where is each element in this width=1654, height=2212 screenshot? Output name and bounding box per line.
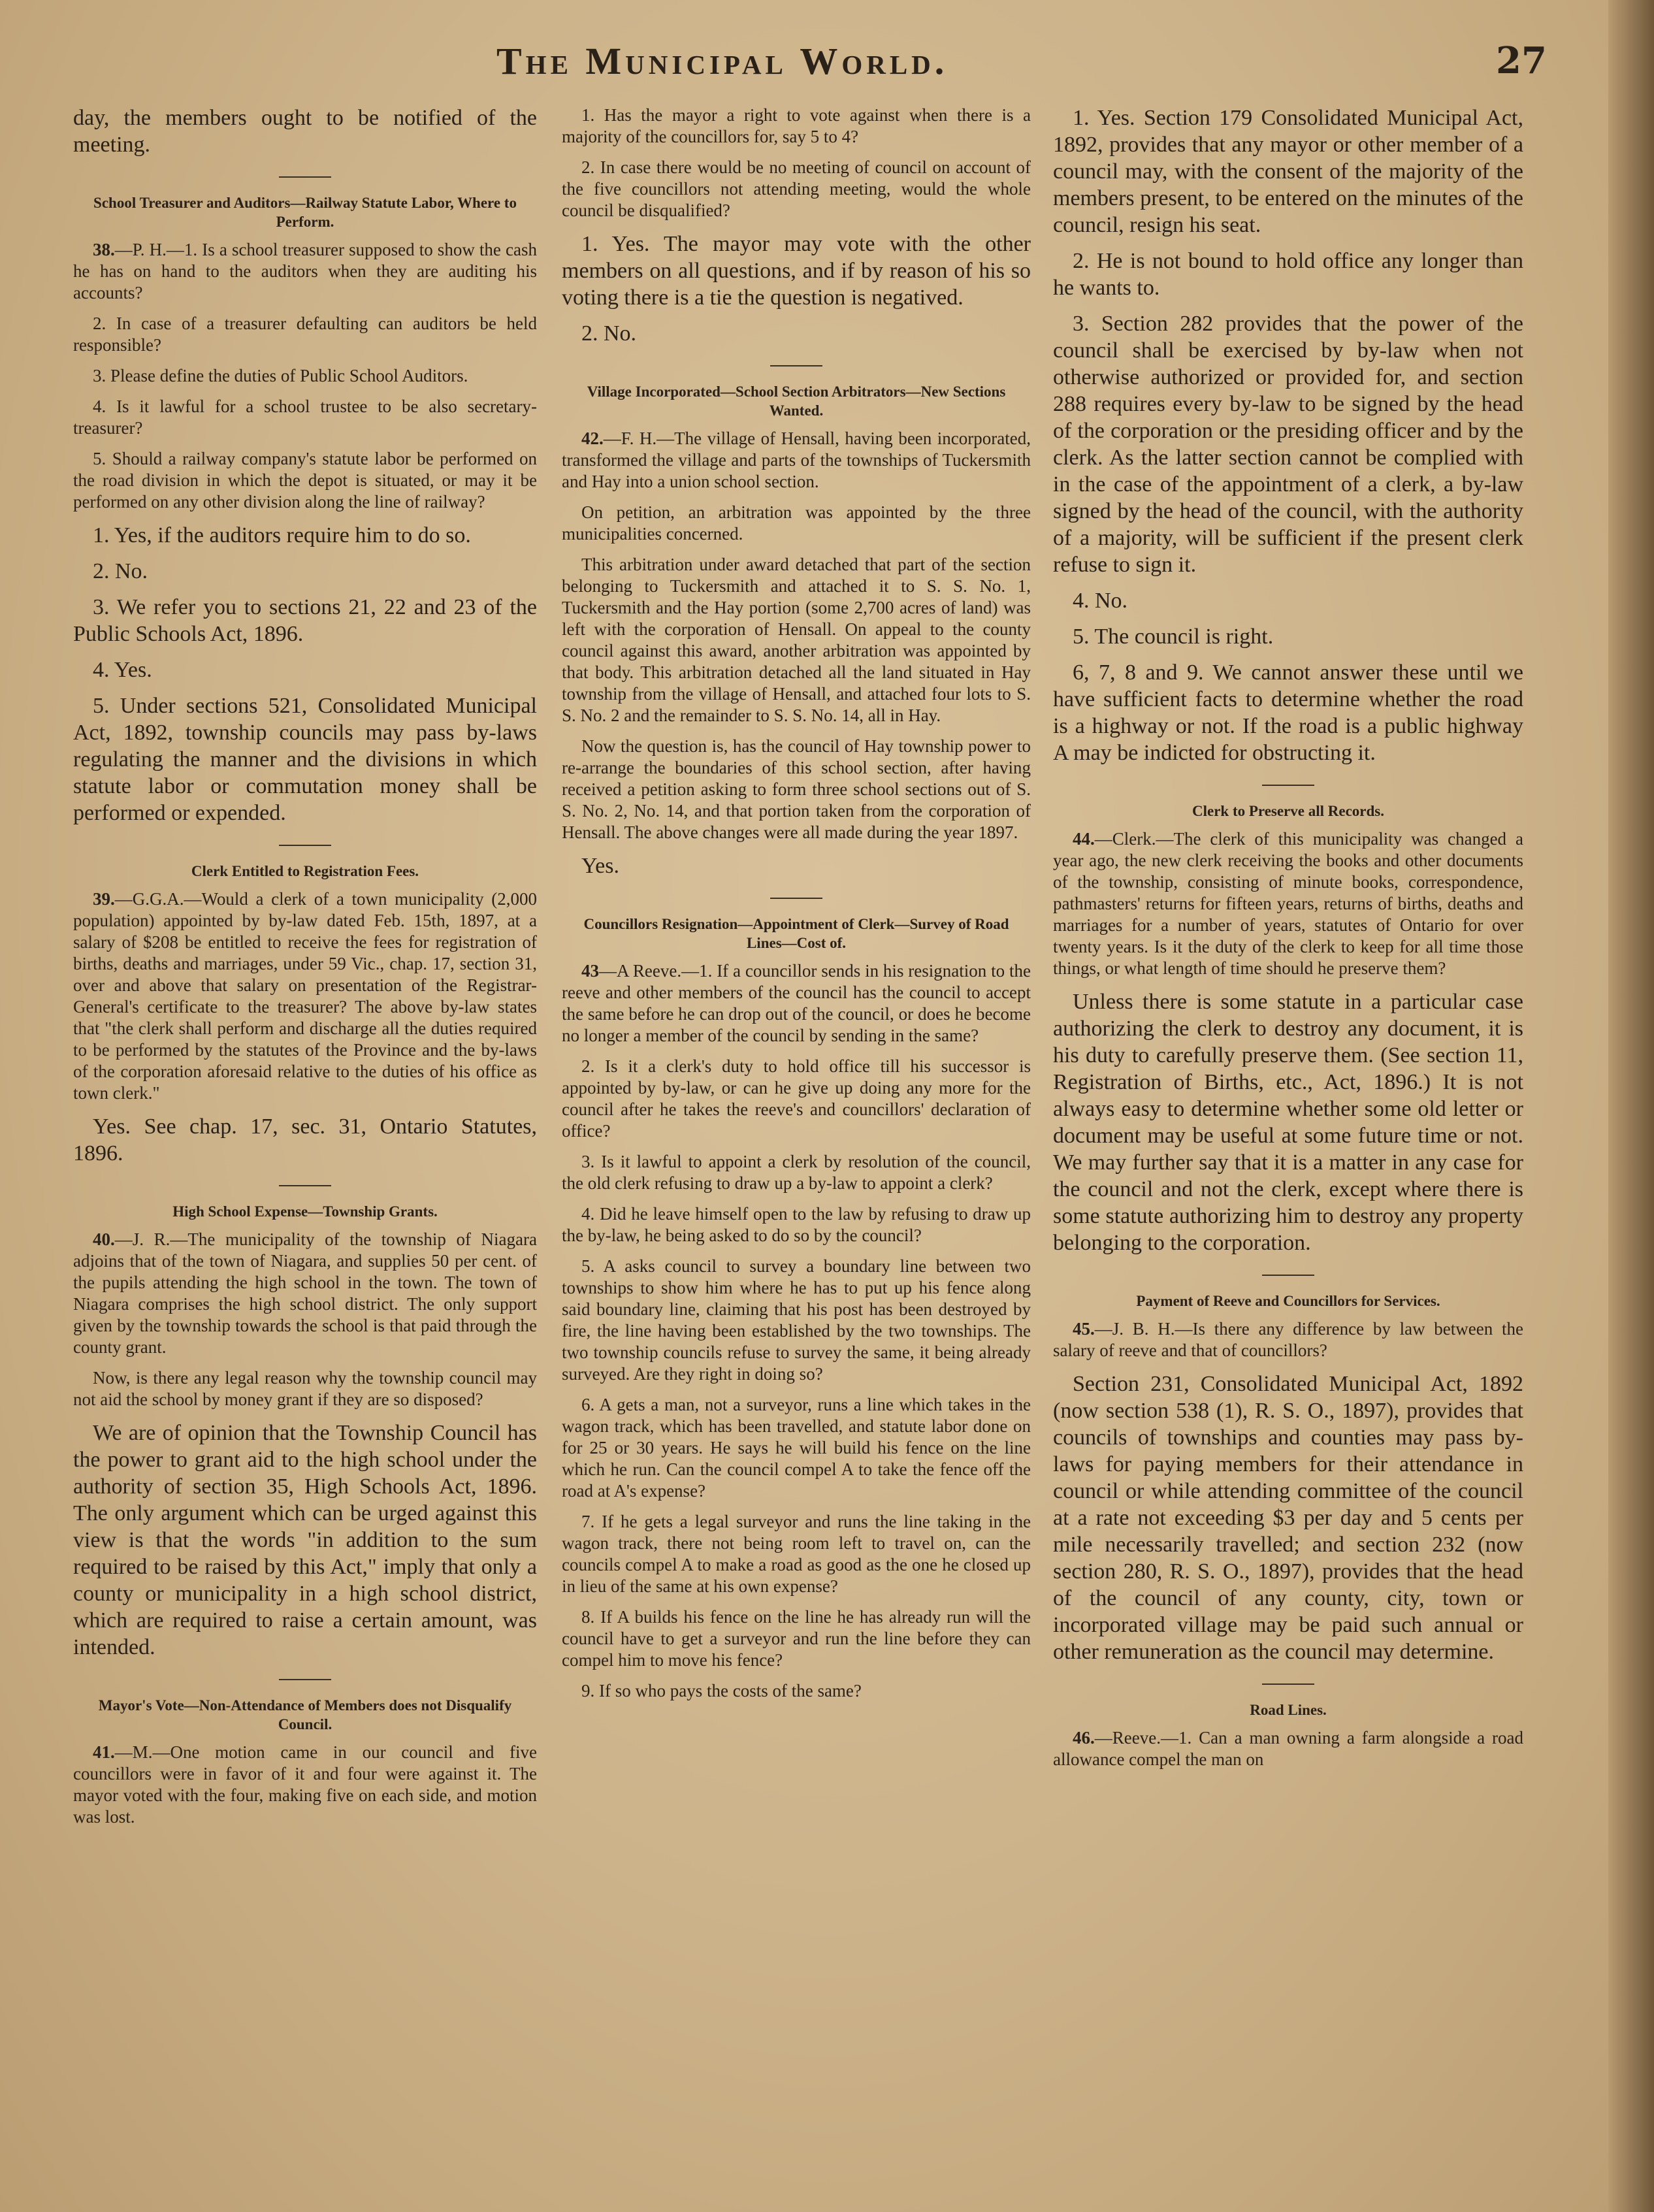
question-number: 40. [93, 1229, 115, 1249]
question-text: This arbitration under award detached that part of the section belonging to Tuckersmith and attached it to S. S. No. 1, Tuckersmith and the Hay portion (some 2,700 acres of land) was left with the corporation of Hensall. On appeal to the county council against this award, another arbitration was appointed by that body. This arbitration detached all the land situated in Hay township from the village of Hensall, and attached four lots to S. S. No. 2 and the remainder to S. S. No. 14, all in Hay. [562, 555, 1031, 725]
question-text: —P. H.—1. Is a school treasurer supposed to show the cash he has on hand to the auditors when they are auditing his accounts? [73, 240, 537, 302]
column-1 [73, 105, 537, 2173]
question-41 [73, 1742, 537, 1828]
question-text: —F. H.—The village of Hensall, having been incorporated, transformed the village and parts of the townships of Tuckersmith and Hay into a union school section. [562, 429, 1031, 491]
question-text: 7. If he gets a legal surveyor and runs the line taking in the wagon track, there not being room left to travel on, can the councils compel A to make a road as good as the one he closed up in lieu of the same at his own expense? [562, 1512, 1031, 1596]
question-text: —Reeve.—1. Can a man owning a farm alongside a road allowance compel the man on [1053, 1728, 1523, 1769]
question-text: 4. Is it lawful for a school trustee to be also secretary-treasurer? [73, 397, 537, 438]
question-44 [1053, 828, 1523, 979]
page-header [0, 39, 1654, 91]
question-number: 39. [93, 889, 115, 909]
section-divider [1262, 785, 1314, 786]
column-3 [1053, 105, 1523, 2173]
page-number: 27 [1496, 39, 1547, 82]
question-42 [562, 428, 1031, 493]
section-divider [1262, 1275, 1314, 1276]
answer-text: 2. No. [581, 321, 637, 346]
question-number: 44. [1073, 829, 1095, 849]
answer-text: 1. Yes. Section 179 Consolidated Municipal Act, 1892, provides that any mayor or other member of a council may, with the consent of the majority of the members present, to be entered on the minutes of the council, resign his seat. [1053, 106, 1523, 237]
question-40 [73, 1229, 537, 1358]
section-divider [1262, 1683, 1314, 1685]
question-text: —A Reeve.—1. If a councillor sends in his resignation to the reeve and other members of the council has the council to accept the same before he can drop out of the council, or does he become no longer a member of the council by sending in the same? [562, 961, 1031, 1045]
publication-title: The Municipal World. [496, 40, 949, 82]
question-text: On petition, an arbitration was appointed by the three municipalities concerned. [562, 502, 1031, 544]
question-text: —J. B. H.—Is there any difference by law between the salary of reeve and that of councillors? [1053, 1319, 1523, 1360]
answer-text: 1. Yes, if the auditors require him to do so. [93, 523, 471, 547]
question-46 [1053, 1727, 1523, 1770]
question-number: 45. [1073, 1319, 1095, 1339]
question-text: 3. Is it lawful to appoint a clerk by resolution of the council, the old clerk refusing to draw up a by-law to appoint a clerk? [562, 1152, 1031, 1193]
question-heading: Road Lines. [1250, 1702, 1327, 1718]
question-text: —J. R.—The municipality of the township of Niagara adjoins that of the town of Niagara, and supplies 50 per cent. of the pupils attending the high school in the town. The town of Niagara comprises the high school district. The only support given by the township towards the school is that paid through the county grant. [73, 1229, 537, 1357]
question-text: 5. Should a railway company's statute labor be performed on the road division in which the depot is situated, or may it be performed on any other division along the line of railway? [73, 449, 537, 512]
column-2 [562, 105, 1031, 2173]
answer-text: Yes. [581, 854, 619, 878]
answer-text: 2. No. [93, 559, 148, 583]
question-number: 46. [1073, 1728, 1095, 1748]
continued-answer: day, the members ought to be notified of the meeting. [73, 106, 537, 157]
question-heading: Councillors Resignation—Appointment of Clerk—Survey of Road Lines—Cost of. [583, 916, 1009, 951]
question-39 [73, 888, 537, 1104]
question-heading: Mayor's Vote—Non-Attendance of Members does not Disqualify Council. [98, 1697, 512, 1732]
question-heading: Payment of Reeve and Councillors for Services. [1136, 1293, 1440, 1309]
question-38 [73, 239, 537, 304]
answer-text: 2. He is not bound to hold office any longer than he wants to. [1053, 249, 1523, 300]
question-text: 8. If A builds his fence on the line he has already run will the council have to get a surveyor and run the line before they can compel him to move his fence? [562, 1607, 1031, 1670]
section-divider [770, 898, 822, 899]
answer-text: 1. Yes. The mayor may vote with the other members on all questions, and if by reason of his so voting there is a tie the question is negatived. [562, 232, 1031, 310]
question-heading: Village Incorporated—School Section Arbitrators—New Sections Wanted. [587, 383, 1006, 419]
question-text: Now the question is, has the council of Hay township power to re-arrange the boundaries of this school section, after having received a petition asking to form three school sections out of S. S. No. 2, No. 14, and that portion taken from the corporation of Hensall. The above changes were all made during the year 1897. [562, 736, 1031, 842]
question-text: 6. A gets a man, not a surveyor, runs a line which takes in the wagon track, which has been travelled, and statute labor done on for 25 or 30 years. He says he will build his fence on the line which he run. Can the council compel A to take the fence off the road at A's expense? [562, 1395, 1031, 1501]
answer-text: Section 231, Consolidated Municipal Act, 1892 (now section 538 (1), R. S. O., 1897), provides that councils of townships and counties may pass by-laws for paying members for their attendance in council or while attending committee of the council at a rate not exceeding $3 per day and 5 cents per mile necessarily travelled; and section 232 (now section 280, R. S. O., 1897), provides that the head of the council of any county, city, town or incorporated village may be paid such annual or other remuneration as the council may determine. [1053, 1372, 1523, 1664]
question-text: 5. A asks council to survey a boundary line between two townships to show him where he has to put up his fence along said boundary line, claiming that his post has been destroyed by fire, the line having been established by the two townships. The two township councils refuse to survey the same, it being already surveyed. Are they right in doing so? [562, 1256, 1031, 1384]
question-45 [1053, 1318, 1523, 1361]
question-text: 9. If so who pays the costs of the same? [581, 1681, 862, 1700]
question-text: 2. In case of a treasurer defaulting can auditors be held responsible? [73, 314, 537, 355]
section-divider [279, 176, 331, 178]
question-text: 2. Is it a clerk's duty to hold office till his successor is appointed by by-law, or can he give up doing any more for the council after he takes the reeve's and councillors' declaration of office? [562, 1056, 1031, 1141]
question-text: 1. Has the mayor a right to vote against when there is a majority of the councillors for, say 5 to 4? [562, 105, 1031, 146]
section-divider [279, 1185, 331, 1186]
question-number: 38. [93, 240, 115, 259]
question-heading: High School Expense—Township Grants. [172, 1203, 438, 1220]
question-text: 2. In case there would be no meeting of council on account of the five councillors not attending meeting, would the whole council be disqualified? [562, 157, 1031, 220]
section-divider [279, 1679, 331, 1680]
answer-text: 3. We refer you to sections 21, 22 and 23 of the Public Schools Act, 1896. [73, 595, 537, 646]
answer-text: Yes. See chap. 17, sec. 31, Ontario Statutes, 1896. [73, 1114, 537, 1165]
question-number: 42. [581, 429, 604, 448]
answer-text: 5. Under sections 521, Consolidated Municipal Act, 1892, township councils may pass by-laws regulating the manner and the divisions in which statute labor or commutation money shall be performed or expended. [73, 694, 537, 825]
answer-text: 6, 7, 8 and 9. We cannot answer these until we have sufficient facts to determine whether the road is a highway or not. If the road is a public highway A may be indicted for obstructing it. [1053, 660, 1523, 765]
question-heading: Clerk to Preserve all Records. [1192, 803, 1384, 819]
page-binding-edge [1608, 0, 1654, 2212]
answer-text: 4. Yes. [93, 658, 152, 682]
answer-text: 4. No. [1073, 589, 1128, 613]
question-number: 41. [93, 1742, 115, 1762]
answer-text: 3. Section 282 provides that the power of the council shall be exercised by by-law when not otherwise authorized or provided for, and section 288 requires every by-law to be signed by the head of the corporation or the presiding officer and by the clerk. As the latter section cannot be complied with in the case of the appointment of a clerk, a by-law signed by the head of the council, with the authority of a majority, will be sufficient if the present clerk refuse to sign it. [1053, 312, 1523, 577]
question-text: 3. Please define the duties of Public School Auditors. [93, 366, 468, 385]
question-text: —M.—One motion came in our council and five councillors were in favor of it and four were against it. The mayor voted with the four, making five on each side, and motion was lost. [73, 1742, 537, 1827]
question-43 [562, 960, 1031, 1047]
answer-text: 5. The council is right. [1073, 625, 1274, 649]
answer-text: We are of opinion that the Township Council has the power to grant aid to the high school under the authority of section 35, High Schools Act, 1896. The only argument which can be urged against this view is that the words "in addition to the sum required to be raised by this Act," imply that only a county or municipality in a high school district, which are required to raise a certain amount, was intended. [73, 1421, 537, 1659]
question-heading: School Treasurer and Auditors—Railway Statute Labor, Where to Perform. [93, 195, 517, 230]
section-divider [279, 845, 331, 846]
answer-text: Unless there is some statute in a particular case authorizing the clerk to destroy any document, it is his duty to carefully preserve them. (See section 11, Registration of Births, etc., Act, 1896.) It is not always easy to determine whether some old letter or document may be useful at some future time or not. We may further say that it is a matter in any case for the council and not the clerk, except where there is some statute authorizing him to destroy any property belonging to the corporation. [1053, 990, 1523, 1255]
question-text: Now, is there any legal reason why the township council may not aid the school by money grant if they are so disposed? [73, 1368, 537, 1409]
question-text: —G.G.A.—Would a clerk of a town municipality (2,000 population) appointed by by-law dated Feb. 15th, 1897, at a salary of $208 be entitled to receive the fees for registration of births, deaths and marriages, under 59 Vic., chap. 17, section 31, over and above that salary on presentation of the Registrar-General's certificate to the treasurer? The above by-law states that "the clerk shall perform and discharge all the duties required to be performed by the statutes of the Province and the by-laws of the corporation aforesaid relative to the duties of his office as town clerk." [73, 889, 537, 1103]
question-number: 43 [581, 961, 599, 981]
question-text: —Clerk.—The clerk of this municipality was changed a year ago, the new clerk receiving the books and other documents of the township, consisting of minute books, correspondence, pathmasters' returns for fifteen years, returns of births, deaths and marriages for a number of years, statutes of Ontario for over twenty years. Is it the duty of the clerk to keep for all time those things, or what length of time should he preserve them? [1053, 829, 1523, 978]
section-divider [770, 365, 822, 366]
question-text: 4. Did he leave himself open to the law by refusing to draw up the by-law, he being asked to do so by the council? [562, 1204, 1031, 1245]
question-heading: Clerk Entitled to Registration Fees. [191, 863, 419, 879]
